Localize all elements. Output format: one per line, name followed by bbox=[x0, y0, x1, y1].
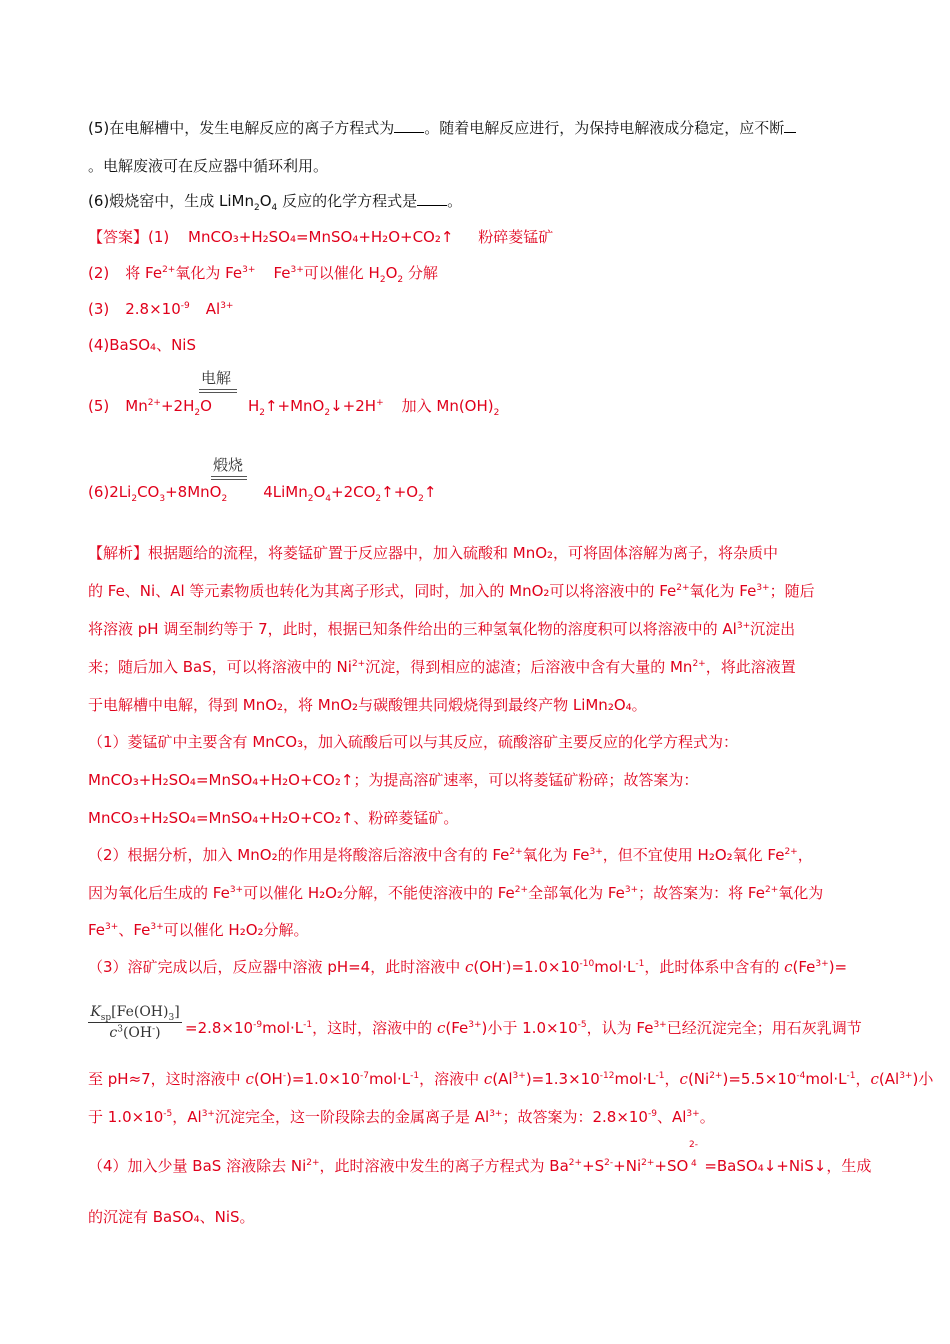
answer-5-e: ↑+MnO bbox=[264, 397, 325, 415]
explanation-text: ， bbox=[797, 846, 813, 864]
explanation-text: MnCO₃+H₂SO₄=MnSO₄+H₂O+CO₂↑、粉碎菱锰矿。 bbox=[88, 809, 459, 827]
explanation-text: =BaSO₄↓+NiS↓，生成 bbox=[704, 1157, 872, 1175]
explanation-text: （2）根据分析，加入 MnO₂的作用是将酸溶后溶液中含有的 Fe bbox=[88, 846, 510, 864]
explanation-text: )=1.0×10 bbox=[286, 1070, 360, 1088]
answer-6-c: +8MnO bbox=[165, 483, 222, 501]
explanation-text: c bbox=[784, 958, 793, 976]
explanation-text: mol·L bbox=[614, 1070, 656, 1088]
fraction-numerator: sp bbox=[100, 1012, 112, 1023]
answer-blank bbox=[784, 118, 796, 133]
answer-3: (3) $2.8\times 10^{-9}$ $Al^{3+}$ bbox=[88, 300, 234, 318]
explanation-text: 可以催化 H₂O₂分解。 bbox=[163, 921, 309, 939]
explanation-line bbox=[88, 695, 647, 715]
answer-3-num: (3) bbox=[88, 300, 110, 318]
answer-6-d: 4LiMn bbox=[263, 483, 308, 501]
explanation-text: MnCO₃+H₂SO₄=MnSO₄+H₂O+CO₂↑；为提高溶矿速率，可以将菱锰矿粉碎；故答案为： bbox=[88, 771, 699, 789]
answer-5-b: +2H bbox=[160, 397, 195, 415]
explanation-text: ，Al bbox=[172, 1108, 202, 1126]
explanation-line: 将溶液 pH 调至制约等于 7，此时，根据已知条件给出的三种氢氧化物的溶度积可以将溶液中的 $Al^{3+}$沉淀出 bbox=[88, 620, 796, 638]
answer-2-b: 氧化为 Fe bbox=[175, 264, 243, 282]
explanation-text: mol·L bbox=[262, 1019, 304, 1037]
explanation-text: c bbox=[245, 1070, 254, 1088]
answer-2-d: 可以催化 H bbox=[303, 264, 380, 282]
ksp-fraction: $K_{sp}[Fe(OH)_3]$ $c^3(OH^-)$ bbox=[88, 1004, 182, 1041]
explanation-line: 于 $1.0\times 10^{-5}$，$Al^{3+}$沉淀完全，这一阶段除去的金属离子是 $Al^{3+}$；故答案为：$2.8\times 10^{-9}$、$Al^{3+}$。 bbox=[88, 1108, 715, 1126]
explanation-text: )小 bbox=[912, 1070, 934, 1088]
explanation-text: （1）菱锰矿中主要含有 MnCO₃，加入硫酸后可以与其反应，硫酸溶矿主要反应的化学方程式为： bbox=[88, 733, 739, 751]
explanation-text: c bbox=[679, 1070, 688, 1088]
question-5 bbox=[88, 118, 796, 138]
answer-6-b: CO bbox=[137, 483, 160, 501]
answer-6-e: O bbox=[313, 483, 326, 501]
explanation-line bbox=[88, 732, 738, 752]
answer-6-g: ↑+O bbox=[381, 483, 419, 501]
explanation-line: 至 pH≈7，这时溶液中 $c(OH^-)=1.0\times 10^{-7}mol\cdot L^{-1}$，溶液中 $c(Al^{3+})=1.3\times 10^{-12}mol\cdot L^{-1}$，$c(Ni^{2+})=5.5\times 10^{-4}mol\cdot L^{-1}$，$c(Al^{3+})$小 bbox=[88, 1070, 934, 1088]
answer-2-num: (2) bbox=[88, 264, 110, 282]
explanation-text: )= bbox=[828, 958, 848, 976]
explanation-text: ，溶液中 bbox=[419, 1070, 484, 1088]
answer-6-f: +2CO bbox=[331, 483, 376, 501]
explanation-text: 氧化为 bbox=[778, 884, 824, 902]
explanation-text: （4）加入少量 BaS 溶液除去 Ni bbox=[88, 1157, 307, 1175]
explanation-text: (Fe bbox=[445, 1019, 469, 1037]
explanation-text: c bbox=[870, 1070, 879, 1088]
fraction-denominator: ) bbox=[155, 1025, 161, 1041]
explanation-text: ，此时体系中含有的 bbox=[644, 958, 785, 976]
q6-text-a: (6)煅烧窑中，生成 LiMn bbox=[88, 192, 254, 210]
answer-4-text: (4)BaSO₄、NiS bbox=[88, 336, 196, 354]
explanation-line bbox=[88, 808, 458, 828]
explanation-text: ， bbox=[664, 1070, 680, 1088]
explanation-text: )=5.5×10 bbox=[722, 1070, 797, 1088]
explanation-line bbox=[88, 770, 698, 790]
explanation-text: 的 Fe、Ni、Al 等元素物质也转化为其离子形式，同时，加入的 MnO₂可以将溶液中的 Fe bbox=[88, 582, 677, 600]
explanation-text: （3）溶矿完成以后，反应器中溶液 pH=4，此时溶液中 bbox=[88, 958, 465, 976]
reaction-arrow bbox=[199, 389, 237, 393]
explanation-text: 于 1.0×10 bbox=[88, 1108, 164, 1126]
answer-5-f: ↓+2H bbox=[330, 397, 377, 415]
answer-3-exp: -9 bbox=[180, 301, 190, 311]
explanation-text: Fe bbox=[88, 921, 106, 939]
answer-1-equation: MnCO₃+H₂SO₄=MnSO₄+H₂O+CO₂↑ bbox=[188, 228, 454, 246]
explanation-text: 于电解槽中电解，得到 MnO₂，将 MnO₂与碳酸锂共同煅烧得到最终产物 LiMn₂O₄。 bbox=[88, 696, 647, 714]
q6-text-c: 反应的化学方程式是 bbox=[282, 192, 418, 210]
explanation-text: 【解析】根据题给的流程，将菱锰矿置于反应器中，加入硫酸和 MnO₂，可将固体溶解为离子，将杂质中 bbox=[88, 544, 779, 562]
explanation-text: 沉淀完全，这一阶段除去的金属离子是 Al bbox=[214, 1108, 490, 1126]
explanation-text: 已经沉淀完全；用石灰乳调节 bbox=[666, 1019, 862, 1037]
q6-text-b: O bbox=[259, 192, 272, 210]
explanation-line: $Fe^{3+}$、$Fe^{3+}$可以催化 H₂O₂分解。 bbox=[88, 921, 309, 939]
answer-heading: 【答案】(1) bbox=[88, 228, 170, 246]
answer-3-a: 2.8×10 bbox=[125, 300, 181, 318]
explanation-text: 氧化为 Fe bbox=[522, 846, 590, 864]
explanation-text: ，此时溶液中发生的离子方程式为 Ba bbox=[319, 1157, 569, 1175]
explanation-line: （2）根据分析，加入 MnO₂的作用是将酸溶后溶液中含有的 $Fe^{2+}$氧化为 $Fe^{3+}$，但不宜使用 H₂O₂氧化 $Fe^{2+}$， bbox=[88, 846, 813, 864]
explanation-text: 、Fe bbox=[118, 921, 151, 939]
explanation-text: c bbox=[483, 1070, 493, 1088]
answer-5-num: (5) bbox=[88, 397, 110, 415]
explanation-text: +SO bbox=[654, 1157, 689, 1175]
explanation-text: +S bbox=[582, 1157, 605, 1175]
answer-2: (2) 将 $Fe^{2+}$氧化为 $Fe^{3+}$ $Fe^{3+}$可以催化 $H_2O_2$ 分解 bbox=[88, 264, 438, 285]
electrolysis-condition: 电解 bbox=[201, 369, 232, 387]
explanation-line: 的 Fe、Ni、Al 等元素物质也转化为其离子形式，同时，加入的 MnO₂可以将溶液中的 $Fe^{2+}$氧化为 $Fe^{3+}$；随后 bbox=[88, 582, 815, 600]
explanation-line: 因为氧化后生成的 $Fe^{3+}$可以催化 H₂O₂分解，不能使溶液中的 $Fe^{2+}$全部氧化为 $Fe^{3+}$；故答案为：将 $Fe^{2+}$氧化为 bbox=[88, 884, 824, 902]
explanation-text: c bbox=[436, 1019, 446, 1037]
answer-5-g: 加入 Mn(OH) bbox=[401, 397, 494, 415]
explanation-text: 、Al bbox=[656, 1108, 687, 1126]
explanation-text: mol·L bbox=[368, 1070, 411, 1088]
explanation-text: ，认为 Fe bbox=[586, 1019, 654, 1037]
answer-5-a: Mn bbox=[125, 397, 148, 415]
calcination-condition: 煅烧 bbox=[213, 456, 244, 474]
answer-5-h: 2 bbox=[493, 408, 500, 418]
answer-2-f: 分解 bbox=[407, 264, 438, 282]
explanation-text: (OH bbox=[253, 1070, 283, 1088]
q5-text-b: 。随着电解反应进行，为保持电解液成分稳定，应不断 bbox=[424, 119, 785, 137]
explanation-text: 的沉淀有 BaSO₄、NiS。 bbox=[88, 1208, 255, 1226]
explanation-text: ，但不宜使用 H₂O₂氧化 Fe bbox=[602, 846, 785, 864]
explanation-text: ，这时，溶液中的 bbox=[312, 1019, 437, 1037]
explanation-text: 可以催化 H₂O₂分解，不能使溶液中的 Fe bbox=[243, 884, 515, 902]
fraction-denominator: (OH bbox=[122, 1025, 153, 1041]
explanation-line: $=2.8\times 10^{-9}mol\cdot L^{-1}$，这时，溶液中的 $c(Fe^{3+})$小于 $1.0\times 10^{-5}$，认为 $Fe^{3+}$已经沉淀完全；用石灰乳调节 bbox=[185, 1019, 862, 1037]
answer-2-c: Fe bbox=[273, 264, 291, 282]
sulfate-charge: 2- bbox=[689, 1140, 698, 1150]
explanation-line: （3）溶矿完成以后，反应器中溶液 pH=4，此时溶液中 $c(OH^-)=1.0\times 10^{-10}mol\cdot L^{-1}$，此时体系中含有的 $c(Fe^{3+})=$ bbox=[88, 958, 848, 976]
reaction-arrow bbox=[211, 476, 247, 480]
fraction-denominator: c bbox=[109, 1025, 118, 1041]
explanation-text: mol·L bbox=[594, 958, 636, 976]
question-6: (6)煅烧窑中，生成 $LiMn_2O_4$ 反应的化学方程式是 。 bbox=[88, 192, 463, 213]
answer-1-tail: 粉碎菱锰矿 bbox=[478, 228, 554, 246]
answer-blank bbox=[417, 191, 447, 206]
explanation-text: c bbox=[465, 958, 474, 976]
answer-6-h: ↑ bbox=[423, 483, 437, 501]
explanation-line: （4）加入少量 BaS 溶液除去 $Ni^{2+}$，此时溶液中发生的离子方程式为 $Ba^{2+}+S^{2-}+Ni^{2+}+SO$ =BaSO₄↓+NiS↓，生成 bbox=[88, 1157, 872, 1175]
explanation-text: 沉淀，得到相应的滤渣；后溶液中含有大量的 Mn bbox=[365, 658, 693, 676]
question-5-cont bbox=[88, 156, 328, 176]
explanation-text: ，将此溶液置 bbox=[705, 658, 796, 676]
explanation-text: 全部氧化为 Fe bbox=[528, 884, 625, 902]
explanation-text: ， bbox=[855, 1070, 871, 1088]
q5-text-a: (5)在电解槽中，发生电解反应的离子方程式为 bbox=[88, 119, 395, 137]
explanation-text: 来；随后加入 BaS，可以将溶液中的 Ni bbox=[88, 658, 352, 676]
explanation-text: (Al bbox=[878, 1070, 900, 1088]
sulfate-subscript: 4 bbox=[691, 1159, 697, 1169]
explanation-line: 来；随后加入 BaS，可以将溶液中的 $Ni^{2+}$沉淀，得到相应的滤渣；后溶液中含有大量的 $Mn^{2+}$，将此溶液置 bbox=[88, 658, 796, 676]
explanation-text: ；故答案为：2.8×10 bbox=[502, 1108, 648, 1126]
answer-6: $(6)2Li_2CO_3+8MnO_2$ $4LiMn_2O_4+2CO_2↑+O_2↑$ bbox=[88, 483, 437, 504]
explanation-text: ；故答案为：将 Fe bbox=[638, 884, 765, 902]
explanation-line bbox=[88, 1207, 255, 1227]
explanation-text: 将溶液 pH 调至制约等于 7，此时，根据已知条件给出的三种氢氧化物的溶度积可以将溶液中的 Al bbox=[88, 620, 737, 638]
explanation-text: 因为氧化后生成的 Fe bbox=[88, 884, 230, 902]
explanation-text: )=1.3×10 bbox=[525, 1070, 600, 1088]
answer-4 bbox=[88, 335, 196, 355]
explanation-text: (Al bbox=[492, 1070, 513, 1088]
explanation-text: ；随后 bbox=[769, 582, 815, 600]
answer-2-a: 将 Fe bbox=[125, 264, 163, 282]
answer-5-d: H bbox=[247, 397, 260, 415]
explanation-text: (OH bbox=[473, 958, 503, 976]
q6-text-d: 。 bbox=[447, 192, 463, 210]
answer-3-b: Al bbox=[205, 300, 221, 318]
explanation-text: (Fe bbox=[792, 958, 816, 976]
fraction-numerator: ] bbox=[174, 1004, 180, 1020]
q5-text-c: 。电解废液可在反应器中循环利用。 bbox=[88, 157, 329, 175]
explanation-text: mol·L bbox=[805, 1070, 847, 1088]
fraction-numerator: K bbox=[90, 1004, 101, 1020]
explanation-text: +Ni bbox=[613, 1157, 642, 1175]
explanation-text: 沉淀出 bbox=[750, 620, 796, 638]
explanation-text: )小于 1.0×10 bbox=[481, 1019, 578, 1037]
answer-blank bbox=[394, 118, 424, 133]
answer-2-e: O bbox=[385, 264, 398, 282]
answer-6-a: (6)2Li bbox=[88, 483, 132, 501]
explanation-text: =2.8×10 bbox=[185, 1019, 254, 1037]
answer-5: (5) $Mn^{2+}+2H_2O$ $H_2↑+MnO_2↓+2H^+$ 加入 $Mn(OH)_2$ bbox=[88, 397, 500, 418]
fraction-numerator: [Fe(OH) bbox=[111, 1004, 169, 1020]
explanation-text: 氧化为 Fe bbox=[689, 582, 757, 600]
explanation-text: 至 pH≈7，这时溶液中 bbox=[88, 1070, 246, 1088]
explanation-text: )=1.0×10 bbox=[505, 958, 580, 976]
answer-1 bbox=[88, 227, 553, 247]
explanation-text: 。 bbox=[699, 1108, 715, 1126]
explanation-line bbox=[88, 543, 778, 563]
answer-5-c: O bbox=[200, 397, 212, 415]
explanation-text: (Ni bbox=[687, 1070, 710, 1088]
